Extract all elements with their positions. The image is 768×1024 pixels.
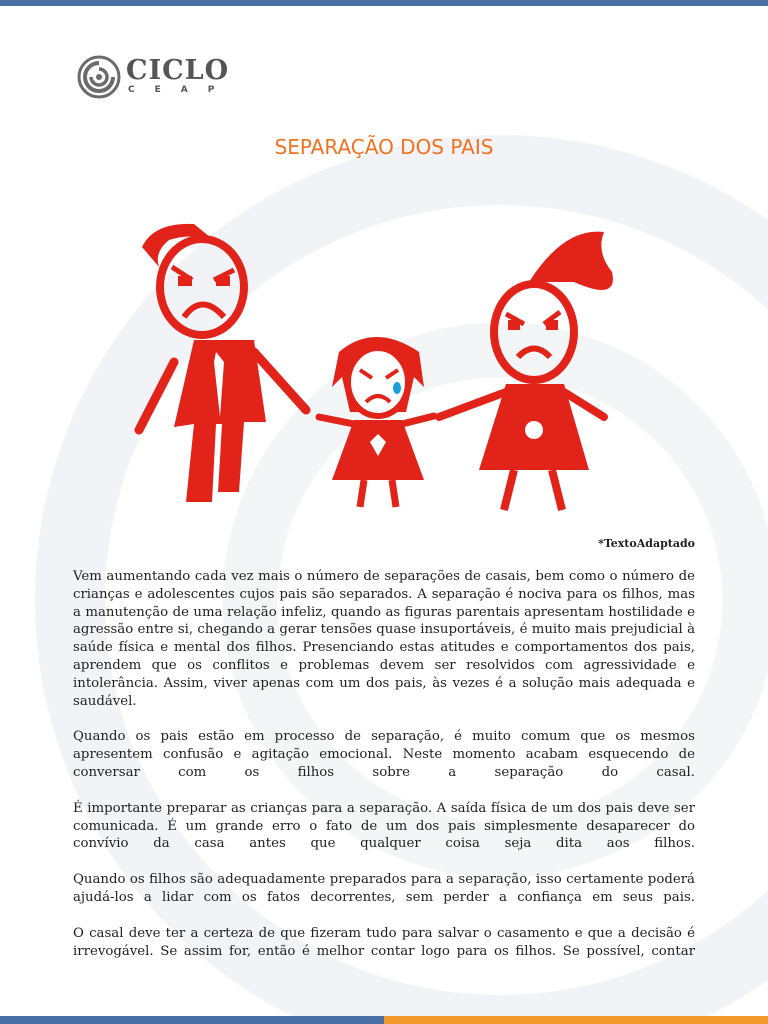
logo-subtitle: CEAP bbox=[128, 85, 235, 95]
source-credit: *TextoAdaptado bbox=[598, 537, 695, 550]
paragraph-prepared-children: Quando os filhos são adequadamente preparados para a separação, isso certamente poderá ajudá-los a lidar com os fatos decorrentes, sem perder a confiança em seus pais. bbox=[73, 872, 695, 905]
family-separation-illustration bbox=[134, 212, 634, 522]
page-title: SEPARAÇÃO DOS PAIS bbox=[274, 135, 494, 159]
spiral-logo-icon bbox=[76, 54, 122, 100]
ciclo-ceap-logo bbox=[76, 54, 235, 100]
paragraph-intro: Vem aumentando cada vez mais o número de separações de casais, bem como o número de crianças e adolescentes cujos pais são separados. A separação é nociva para os filhos, mas a manutenção de uma relação infeliz, quando as figuras parentais apresentam hostilidade e agressão entre si, chegando a gerar tensões quase insuportáveis, é muito mais prejudicial à saúde física e mental dos filhos. Presenciando estas atitudes e comportamentos dos pais, aprendem que os conflitos e problemas devem ser resolvidos com agressividade e intolerância. Assim, viver apenas com um dos pais, às vezes é a solução mais adequada e saudável. bbox=[73, 569, 695, 709]
article-body bbox=[73, 568, 695, 978]
crying-child-figure bbox=[319, 337, 434, 507]
paragraph-decision: O casal deve ter a certeza de que fizeram tudo para salvar o casamento e que a decisão é irrevogável. Se assim for, então é melhor contar logo para os filhos. Se possível, contar bbox=[73, 925, 695, 959]
mother-figure bbox=[439, 232, 613, 510]
top-brand-bar bbox=[0, 0, 768, 6]
bottom-brand-bar bbox=[0, 1016, 768, 1024]
logo-wordmark: CICLO bbox=[126, 55, 230, 86]
father-figure bbox=[139, 224, 306, 502]
paragraph-prepare: É importante preparar as crianças para a separação. A saída física de um dos pais deve ser comunicada. É um grande erro o fato de um dos pais simplesmente desaparecer do convívio da casa antes que qualquer coisa seja dita aos filhos. bbox=[73, 800, 695, 852]
paragraph-process: Quando os pais estão em processo de separação, é muito comum que os mesmos apresentem confusão e agitação emocional. Neste momento acabam esquecendo de conversar com os filhos sobre a separação do casal. bbox=[73, 729, 695, 780]
